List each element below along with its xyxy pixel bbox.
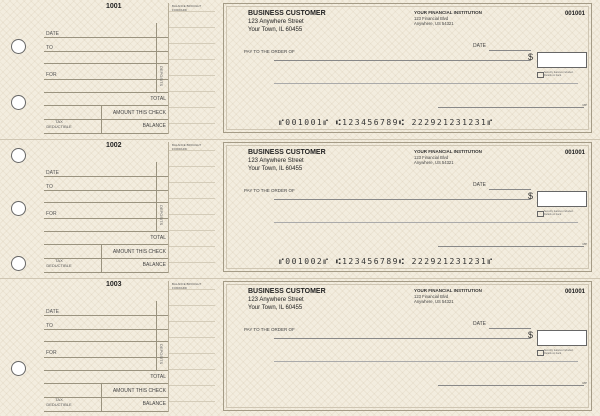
stub-tax-label: TAX DEDUCTIBLE — [46, 119, 72, 129]
customer-address-line: Your Town, IL 60455 — [248, 27, 303, 33]
date-line[interactable] — [489, 328, 531, 329]
date-line[interactable] — [489, 50, 531, 51]
register-strip — [168, 3, 216, 134]
amount-box[interactable] — [537, 52, 587, 68]
stub-line — [44, 202, 168, 203]
customer-address-line: 123 Anywhere Street — [248, 19, 304, 25]
pay-to-label — [244, 49, 295, 54]
micr-line: ⑈001001⑈ ⑆123456789⑆ 222921231231⑈ — [279, 118, 494, 127]
register-rule — [169, 150, 215, 151]
micr-line: ⑈001002⑈ ⑆123456789⑆ 222921231231⑈ — [279, 257, 494, 266]
register-rule — [169, 337, 215, 338]
mp-label: MP — [582, 242, 587, 246]
register-rule — [169, 27, 215, 28]
customer-name: BUSINESS CUSTOMER — [248, 288, 326, 295]
register-header: BALANCE BROUGHT FORWARD — [172, 282, 202, 290]
register-rule — [169, 166, 215, 167]
date-label: DATE — [473, 43, 486, 49]
stub-to-label: TO — [46, 184, 53, 190]
bank-address-line: 123 Financial Blvd — [414, 155, 449, 160]
bank-name: YOUR FINANCIAL INSTITUTION — [414, 149, 482, 154]
padlock-icon — [537, 211, 544, 217]
stub-to-line[interactable] — [44, 51, 168, 52]
pay-to-text: PAY TO THE ORDER OF — [244, 188, 295, 193]
date-line[interactable] — [489, 189, 531, 190]
stub-date-label: DATE — [46, 170, 59, 176]
register-rule — [169, 75, 215, 76]
date-label: DATE — [473, 182, 486, 188]
customer-address-line: 123 Anywhere Street — [248, 297, 304, 303]
signature-line[interactable] — [438, 246, 584, 247]
stub-to-line[interactable] — [44, 329, 168, 330]
stub-check-number: 1003 — [106, 281, 122, 288]
check-body — [223, 3, 592, 133]
bank-address-line: Anywhere, US 54321 — [414, 21, 454, 26]
stub-line — [44, 231, 168, 232]
register-rule — [169, 107, 215, 108]
bank-address-line: Anywhere, US 54321 — [414, 299, 454, 304]
stub-amount-label: AMOUNT THIS CHECK — [112, 388, 166, 394]
stub-check-number: 1002 — [106, 142, 122, 149]
bank-address-line: 123 Financial Blvd — [414, 294, 449, 299]
check-row — [0, 281, 600, 415]
check-number: 001001 — [564, 289, 585, 295]
payee-line[interactable] — [274, 199, 530, 200]
payee-line[interactable] — [274, 338, 530, 339]
padlock-icon — [537, 72, 544, 78]
stub-tax-label: TAX DEDUCTIBLE — [46, 258, 72, 268]
mp-label: MP — [582, 381, 587, 385]
register-rule — [169, 182, 215, 183]
payee-line[interactable] — [274, 60, 530, 61]
customer-name: BUSINESS CUSTOMER — [248, 149, 326, 156]
customer-address-line: 123 Anywhere Street — [248, 158, 304, 164]
customer-name: BUSINESS CUSTOMER — [248, 10, 326, 17]
stub-line — [44, 341, 168, 342]
written-amount-line[interactable] — [274, 222, 578, 223]
stub-date-line[interactable] — [44, 315, 168, 316]
stub-line — [44, 133, 168, 134]
stub-line — [44, 92, 168, 93]
amount-box[interactable] — [537, 191, 587, 207]
stub-deposits-label: DEPOSITS — [159, 344, 164, 365]
stub-line — [44, 383, 168, 384]
check-stub — [44, 142, 168, 273]
stub-line — [44, 63, 168, 64]
pay-to-label — [244, 188, 295, 193]
customer-address-line: Your Town, IL 60455 — [248, 305, 303, 311]
signature-line[interactable] — [438, 107, 584, 108]
pay-to-text: PAY TO THE ORDER OF — [244, 49, 295, 54]
register-rule — [169, 11, 215, 12]
dollar-sign: $ — [528, 330, 534, 340]
bank-address-line: 123 Financial Blvd — [414, 16, 449, 21]
stub-tax-label: TAX DEDUCTIBLE — [46, 397, 72, 407]
bank-address-line: Anywhere, US 54321 — [414, 160, 454, 165]
stub-total-label: TOTAL — [150, 235, 166, 241]
register-rule — [169, 59, 215, 60]
register-rule — [169, 289, 215, 290]
register-rule — [169, 401, 215, 402]
check-row — [0, 3, 600, 137]
perforation — [0, 139, 600, 140]
stub-deposits-label: DEPOSITS — [159, 66, 164, 87]
stub-line — [44, 411, 168, 412]
stub-check-number: 1001 — [106, 3, 122, 10]
stub-balance-label: BALANCE — [142, 123, 166, 129]
stub-date-label: DATE — [46, 31, 59, 37]
check-number: 001001 — [564, 150, 585, 156]
stub-balance-label: BALANCE — [142, 262, 166, 268]
stub-to-line[interactable] — [44, 190, 168, 191]
mp-label: MP — [582, 103, 587, 107]
security-text: Security features included. Details on back. — [544, 71, 574, 77]
check-number: 001001 — [564, 11, 585, 17]
padlock-icon — [537, 350, 544, 356]
dollar-sign: $ — [528, 191, 534, 201]
stub-to-label: TO — [46, 323, 53, 329]
check-row — [0, 142, 600, 276]
register-rule — [169, 385, 215, 386]
stub-for-line[interactable] — [44, 357, 168, 358]
register-header: BALANCE BROUGHT FORWARD — [172, 143, 202, 151]
stub-date-line[interactable] — [44, 176, 168, 177]
signature-line[interactable] — [438, 385, 584, 386]
stub-amount-label: AMOUNT THIS CHECK — [112, 110, 166, 116]
check-stub — [44, 3, 168, 134]
security-text: Security features included. Details on back. — [544, 349, 574, 355]
stub-total-label: TOTAL — [150, 374, 166, 380]
register-rule — [169, 123, 215, 124]
register-rule — [169, 230, 215, 231]
check-body — [223, 142, 592, 272]
stub-for-label: FOR — [46, 72, 57, 78]
stub-amount-label: AMOUNT THIS CHECK — [112, 249, 166, 255]
stub-balance-label: BALANCE — [142, 401, 166, 407]
security-text: Security features included. Details on back. — [544, 210, 574, 216]
stub-for-label: FOR — [46, 350, 57, 356]
stub-date-label: DATE — [46, 309, 59, 315]
register-rule — [169, 91, 215, 92]
stub-date-line[interactable] — [44, 37, 168, 38]
dollar-sign: $ — [528, 52, 534, 62]
register-header: BALANCE BROUGHT FORWARD — [172, 4, 202, 12]
stub-divider — [101, 244, 102, 273]
register-rule — [169, 369, 215, 370]
register-strip — [168, 142, 216, 273]
stub-for-label: FOR — [46, 211, 57, 217]
register-rule — [169, 214, 215, 215]
stub-divider — [101, 383, 102, 412]
perforation — [0, 278, 600, 279]
stub-total-label: TOTAL — [150, 96, 166, 102]
register-rule — [169, 305, 215, 306]
pay-to-text: PAY TO THE ORDER OF — [244, 327, 295, 332]
register-rule — [169, 43, 215, 44]
register-rule — [169, 353, 215, 354]
date-label: DATE — [473, 321, 486, 327]
stub-to-label: TO — [46, 45, 53, 51]
register-rule — [169, 321, 215, 322]
register-rule — [169, 262, 215, 263]
register-strip — [168, 281, 216, 412]
stub-divider — [101, 105, 102, 134]
stub-line — [44, 272, 168, 273]
register-rule — [169, 246, 215, 247]
register-rule — [169, 198, 215, 199]
pay-to-label — [244, 327, 295, 332]
stub-line — [44, 244, 168, 245]
written-amount-line[interactable] — [274, 83, 578, 84]
customer-address-line: Your Town, IL 60455 — [248, 166, 303, 172]
stub-deposits-label: DEPOSITS — [159, 205, 164, 226]
check-body — [223, 281, 592, 411]
stub-for-line[interactable] — [44, 79, 168, 80]
written-amount-line[interactable] — [274, 361, 578, 362]
stub-line — [44, 105, 168, 106]
bank-name: YOUR FINANCIAL INSTITUTION — [414, 10, 482, 15]
check-stub — [44, 281, 168, 412]
amount-box[interactable] — [537, 330, 587, 346]
bank-name: YOUR FINANCIAL INSTITUTION — [414, 288, 482, 293]
stub-line — [44, 370, 168, 371]
stub-for-line[interactable] — [44, 218, 168, 219]
